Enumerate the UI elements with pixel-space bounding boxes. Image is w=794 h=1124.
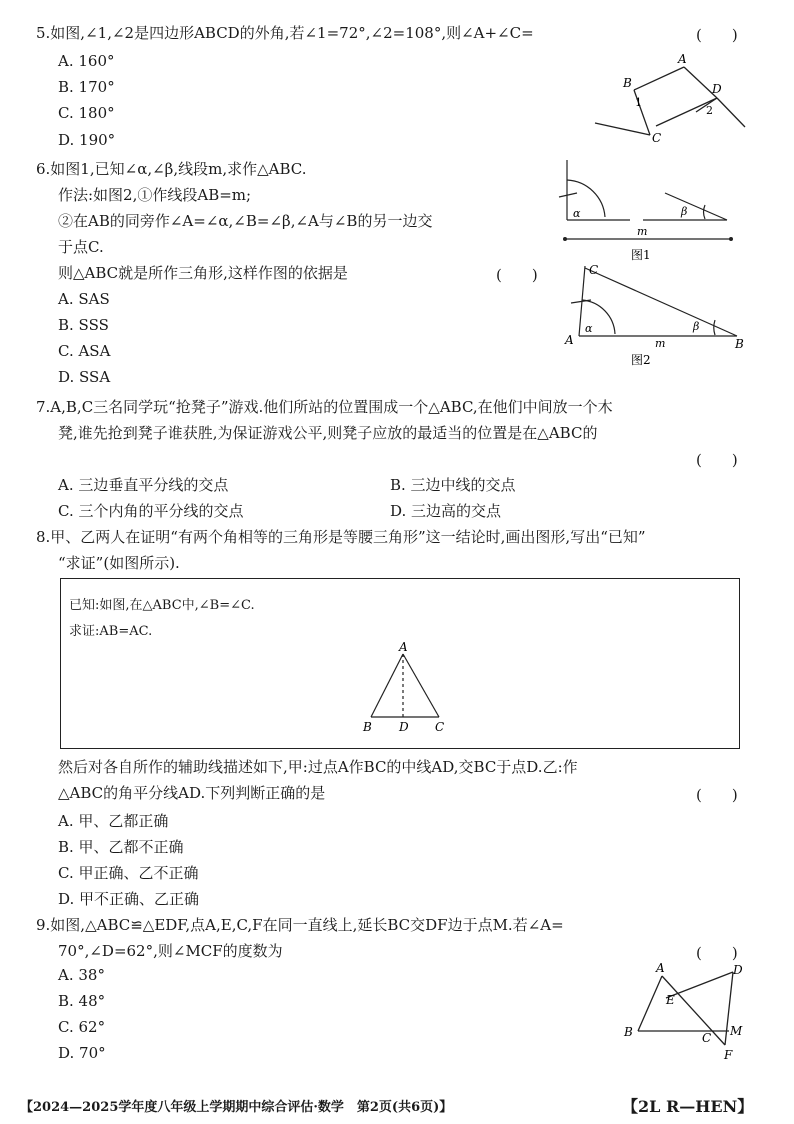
q6-fig2-label-b: B bbox=[735, 337, 744, 351]
q5-label-a: A bbox=[678, 52, 687, 66]
q5-label-angle2: 2 bbox=[706, 104, 713, 117]
q7-option-b: B. 三边中线的交点 bbox=[390, 476, 516, 494]
q8-given-box bbox=[60, 578, 740, 749]
q5-answer-paren: ( ) bbox=[696, 26, 738, 44]
q7-stem-line2: 凳,谁先抢到凳子谁获胜,为保证游戏公平,则凳子应放的最适当的位置是在△ABC的 bbox=[58, 424, 598, 442]
q6-fig1-alpha: α bbox=[573, 207, 581, 220]
q5-quadrilateral-figure bbox=[590, 50, 755, 145]
q9-stem-line1: 9.如图,△ABC≌△EDF,点A,E,C,F在同一直线上,延长BC交DF边于点M.若∠A= bbox=[36, 916, 564, 934]
q8-label-c: C bbox=[435, 720, 445, 734]
q5-label-angle1: 1 bbox=[635, 96, 642, 109]
q8-after-line2: △ABC的角平分线AD.下列判断正确的是 bbox=[58, 784, 326, 802]
q8-answer-paren: ( ) bbox=[696, 786, 738, 804]
q6-method-line3: 于点C. bbox=[58, 238, 104, 256]
q8-option-b: B. 甲、乙都不正确 bbox=[58, 838, 184, 856]
page-footer-left: 【2024—2025学年度八年级上学期期中综合评估·数学 第2页(共6页)】 bbox=[20, 1100, 453, 1115]
q9-label-e: E bbox=[666, 993, 675, 1007]
q5-option-c: C. 180° bbox=[58, 104, 115, 122]
q6-option-c: C. ASA bbox=[58, 342, 111, 360]
q8-option-d: D. 甲不正确、乙正确 bbox=[58, 890, 200, 908]
q6-method-line2: ②在AB的同旁作∠A=∠α,∠B=∠β,∠A与∠B的另一边交 bbox=[58, 212, 433, 230]
q5-option-a: A. 160° bbox=[58, 52, 115, 70]
q7-option-c: C. 三个内角的平分线的交点 bbox=[58, 502, 244, 520]
q8-isosceles-triangle bbox=[359, 641, 449, 736]
q5-option-d: D. 190° bbox=[58, 131, 116, 149]
q6-fig2-label-a: A bbox=[565, 333, 574, 347]
q9-option-a: A. 38° bbox=[58, 966, 105, 984]
q9-congruent-triangles-figure bbox=[618, 958, 753, 1063]
q8-stem-line2: “求证”(如图所示). bbox=[58, 554, 180, 572]
q9-option-b: B. 48° bbox=[58, 992, 106, 1010]
q6-option-a: A. SAS bbox=[58, 290, 110, 308]
q6-fig1-beta: β bbox=[681, 205, 688, 218]
q9-answer-paren: ( ) bbox=[696, 944, 738, 962]
q6-figure-1 bbox=[555, 155, 745, 265]
q5-stem: 5.如图,∠1,∠2是四边形ABCD的外角,若∠1=72°,∠2=108°,则∠A+∠C= bbox=[36, 24, 534, 42]
q8-option-a: A. 甲、乙都正确 bbox=[58, 812, 169, 830]
q8-label-d: D bbox=[399, 720, 409, 734]
q8-stem-line1: 8.甲、乙两人在证明“有两个角相等的三角形是等腰三角形”这一结论时,画出图形,写出“已知” bbox=[36, 528, 646, 546]
q9-label-a: A bbox=[656, 961, 665, 975]
q6-option-d: D. SSA bbox=[58, 368, 111, 386]
q6-fig2-alpha: α bbox=[585, 322, 593, 335]
q6-fig2-caption: 图2 bbox=[631, 353, 651, 367]
q9-label-c: C bbox=[702, 1031, 712, 1045]
q6-option-b: B. SSS bbox=[58, 316, 109, 334]
q6-fig1-m: m bbox=[637, 225, 648, 238]
q7-option-a: A. 三边垂直平分线的交点 bbox=[58, 476, 229, 494]
q5-label-c: C bbox=[652, 131, 662, 145]
q6-question-line: 则△ABC就是所作三角形,这样作图的依据是 bbox=[58, 264, 348, 282]
page-footer-code: 【2L R—HEN】 bbox=[622, 1097, 754, 1116]
q6-stem: 6.如图1,已知∠α,∠β,线段m,求作△ABC. bbox=[36, 160, 307, 178]
q7-answer-paren: ( ) bbox=[696, 451, 738, 469]
q9-label-b: B bbox=[624, 1025, 633, 1039]
q9-option-d: D. 70° bbox=[58, 1044, 106, 1062]
q8-prove: 求证:AB=AC. bbox=[69, 624, 153, 639]
q5-option-b: B. 170° bbox=[58, 78, 115, 96]
q6-figure-2 bbox=[555, 258, 750, 373]
q7-stem-line1: 7.A,B,C三名同学玩“抢凳子”游戏.他们所站的位置围成一个△ABC,在他们中间放一个木 bbox=[36, 398, 613, 416]
q6-fig1-endpoint-right bbox=[729, 237, 733, 241]
q6-fig2-label-c: C bbox=[589, 263, 599, 277]
q8-label-b: B bbox=[363, 720, 372, 734]
q9-label-m: M bbox=[730, 1024, 743, 1038]
q8-option-c: C. 甲正确、乙不正确 bbox=[58, 864, 199, 882]
q9-label-d: D bbox=[733, 963, 743, 977]
q6-method-line1: 作法:如图2,①作线段AB=m; bbox=[58, 186, 252, 204]
q5-label-b: B bbox=[623, 76, 632, 90]
q9-label-f: F bbox=[724, 1048, 733, 1062]
q6-fig1-caption: 图1 bbox=[631, 248, 651, 262]
q8-given: 已知:如图,在△ABC中,∠B=∠C. bbox=[69, 598, 255, 613]
q9-option-c: C. 62° bbox=[58, 1018, 106, 1036]
q6-fig2-beta: β bbox=[693, 320, 700, 333]
q5-label-d: D bbox=[712, 82, 722, 96]
q6-fig2-m: m bbox=[655, 337, 666, 350]
q6-answer-paren: ( ) bbox=[496, 266, 538, 284]
q8-label-a: A bbox=[399, 641, 408, 654]
q8-after-line1: 然后对各自所作的辅助线描述如下,甲:过点A作BC的中线AD,交BC于点D.乙:作 bbox=[58, 758, 578, 776]
q9-stem-line2: 70°,∠D=62°,则∠MCF的度数为 bbox=[58, 942, 283, 960]
q7-option-d: D. 三边高的交点 bbox=[390, 502, 502, 520]
q6-fig1-endpoint-left bbox=[563, 237, 567, 241]
